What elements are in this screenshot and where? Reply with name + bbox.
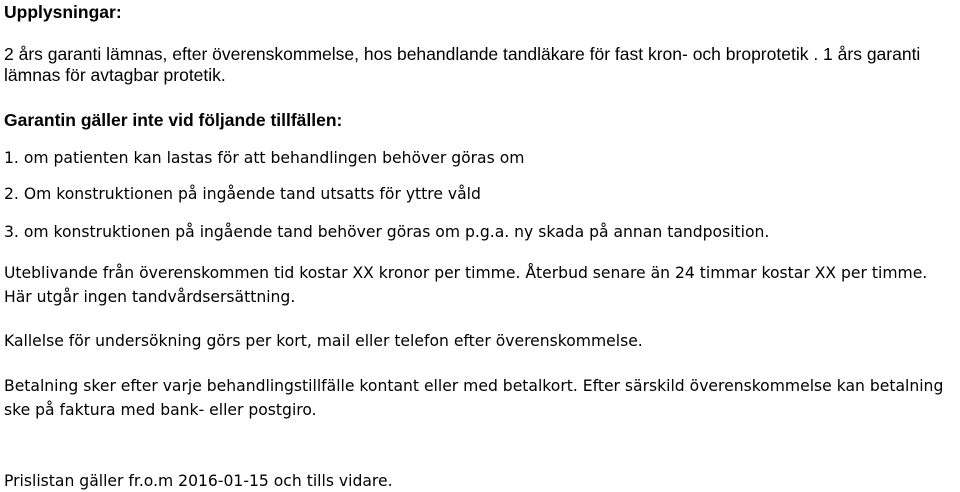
payment-text-line-2: ske på faktura med bank- eller postgiro.: [4, 401, 317, 419]
no-show-text-line-2: Här utgår ingen tandvårdsersättning.: [4, 288, 296, 306]
no-show-text-line-1: Uteblivande från överenskommen tid kostar XX kronor per timme. Återbud senare än 24 timmar kostar XX per timme.: [4, 264, 928, 282]
warranty-text-line-2: lämnas för avtagbar protetik.: [4, 65, 226, 85]
exception-item: 2. Om konstruktionen på ingående tand utsatts för yttre våld: [4, 185, 481, 203]
exception-item: 1. om patienten kan lastas för att behandlingen behöver göras om: [4, 149, 525, 167]
price-list-validity: Prislistan gäller fr.o.m 2016-01-15 och tills vidare.: [4, 472, 393, 490]
payment-text-line-1: Betalning sker efter varje behandlingstillfälle kontant eller med betalkort. Efter särskild överenskommelse kan betalning: [4, 377, 944, 395]
warranty-text-line-1: 2 års garanti lämnas, efter överenskommelse, hos behandlande tandläkare för fast kron- och broprotetik . 1 års garanti: [4, 44, 921, 64]
notice-text: Kallelse för undersökning görs per kort, mail eller telefon efter överenskommelse.: [4, 332, 643, 350]
exceptions-heading: Garantin gäller inte vid följande tillfällen:: [4, 110, 343, 130]
exception-item: 3. om konstruktionen på ingående tand behöver göras om p.g.a. ny skada på annan tandposition.: [4, 223, 770, 241]
section-heading: Upplysningar:: [4, 2, 122, 22]
